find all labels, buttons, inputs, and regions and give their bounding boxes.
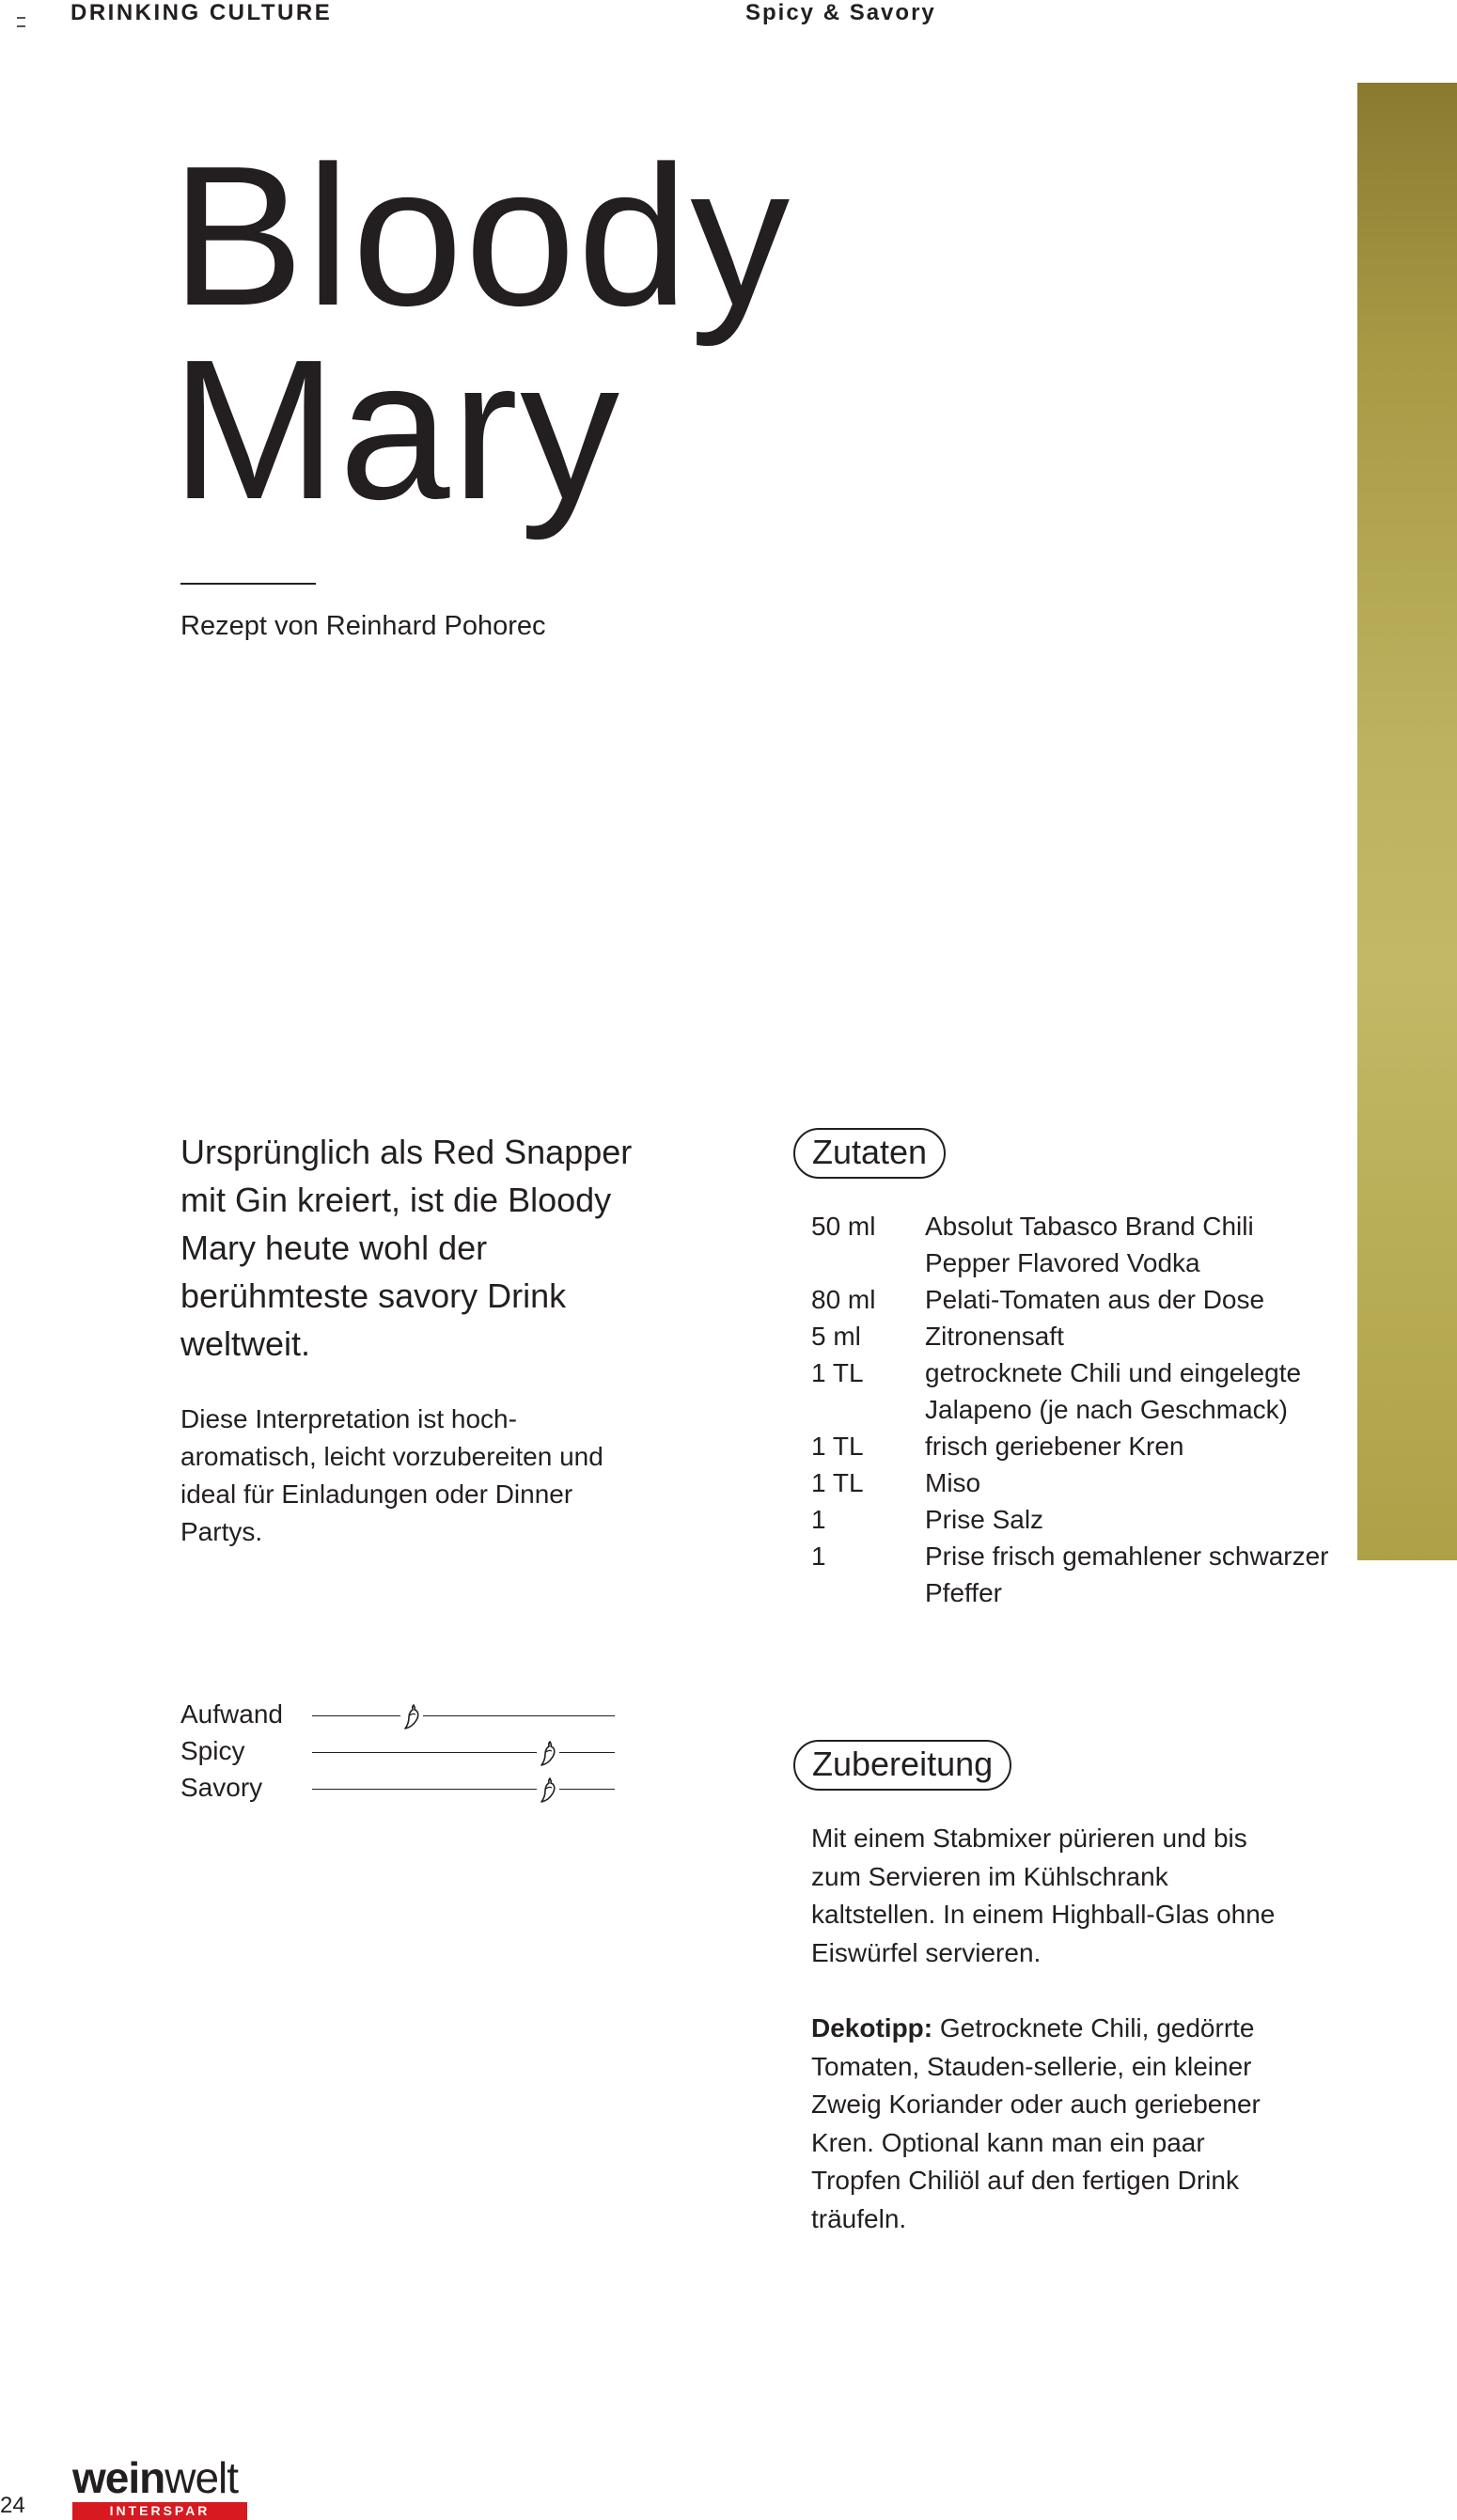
- ingredient-name: Absolut Tabasco Brand Chili Pepper Flavored Vodka: [925, 1212, 1254, 1277]
- ingredient-quantity: 1: [811, 1505, 826, 1534]
- page-number: 24: [0, 2493, 25, 2518]
- title-line-1: Bloody: [171, 124, 792, 347]
- rating-row: [180, 1769, 632, 1806]
- ingredient-row: [811, 1428, 1338, 1464]
- ingredient-name: Prise Salz: [925, 1505, 1044, 1534]
- rating-label: Spicy: [180, 1736, 245, 1765]
- ingredient-quantity: 1: [811, 1542, 826, 1571]
- chili-icon: [400, 1702, 423, 1732]
- ingredient-quantity: 1 TL: [811, 1468, 864, 1497]
- ingredient-name: Miso: [925, 1468, 981, 1497]
- ingredient-row: [811, 1208, 1338, 1281]
- title-line-2: Mary: [171, 318, 622, 540]
- chili-icon: [537, 1739, 559, 1769]
- rating-track: [312, 1715, 615, 1716]
- ingredient-row: [811, 1354, 1338, 1428]
- ingredients-list: [811, 1208, 1338, 1611]
- logo-part-2: welt: [164, 2453, 239, 2502]
- ingredient-name: Pelati-Tomaten aus der Dose: [925, 1285, 1265, 1314]
- ingredient-name: Zitronensaft: [925, 1322, 1064, 1351]
- page-title: [171, 124, 792, 540]
- rating-label: Aufwand: [180, 1699, 283, 1729]
- intro-lead: Ursprünglich als Red Snapper mit Gin kreiert, ist die Bloody Mary heute wohl der berühmteste savory Drink weltweit.: [180, 1133, 633, 1363]
- ratings-scale: [180, 1696, 632, 1806]
- ingredient-name: frisch geriebener Kren: [925, 1432, 1184, 1461]
- category-label: Spicy & Savory: [745, 0, 936, 25]
- preparation-text: [811, 1820, 1281, 2238]
- intro-body: Diese Interpretation ist hoch-aromatisch, leicht vorzubereiten und ideal für Einladungen oder Dinner Partys.: [180, 1404, 603, 1546]
- title-divider: [180, 583, 316, 585]
- ingredient-quantity: 50 ml: [811, 1212, 876, 1241]
- rating-label: Savory: [180, 1773, 263, 1802]
- logo-subbrand: INTERSPAR: [72, 2502, 247, 2520]
- ingredient-quantity: 1 TL: [811, 1358, 864, 1387]
- ingredient-row: [811, 1318, 1338, 1354]
- section-label: DRINKING CULTURE: [70, 0, 333, 25]
- ingredient-quantity: 1 TL: [811, 1432, 864, 1461]
- menu-mark-icon: [17, 17, 25, 27]
- weinwelt-logo: [72, 2455, 247, 2520]
- ingredient-row: [811, 1501, 1338, 1538]
- tip-label: Dekotipp:: [811, 2013, 933, 2043]
- tip-text: Getrocknete Chili, gedörrte Tomaten, Stauden-sellerie, ein kleiner Zweig Koriander oder auch geriebener Kren. Optional kann man ein paar Tropfen Chiliöl auf den fertigen Drink träufeln.: [811, 2013, 1261, 2233]
- rating-row: [180, 1732, 632, 1769]
- ingredient-row: [811, 1538, 1338, 1611]
- rating-track: [312, 1789, 615, 1790]
- ingredient-name: getrocknete Chili und eingelegte Jalapeno (je nach Geschmack): [925, 1358, 1302, 1424]
- rating-track: [312, 1752, 615, 1753]
- preparation-heading: Zubereitung: [793, 1740, 1011, 1791]
- preparation-steps: Mit einem Stabmixer pürieren und bis zum Servieren im Kühlschrank kaltstellen. In einem Highball-Glas ohne Eiswürfel servieren.: [811, 1823, 1276, 1967]
- chili-icon: [537, 1776, 559, 1806]
- decoration-tip: [811, 2010, 1281, 2238]
- ingredient-row: [811, 1464, 1338, 1501]
- decorative-gold-bar: [1357, 83, 1457, 1560]
- ingredients-heading: Zutaten: [793, 1128, 946, 1179]
- ingredient-row: [811, 1281, 1338, 1318]
- ingredient-quantity: 5 ml: [811, 1322, 861, 1351]
- recipe-byline: Rezept von Reinhard Pohorec: [180, 611, 546, 641]
- ingredient-name: Prise frisch gemahlener schwarzer Pfeffer: [925, 1542, 1329, 1607]
- ingredient-quantity: 80 ml: [811, 1285, 876, 1314]
- logo-part-1: wein: [72, 2453, 165, 2502]
- rating-row: [180, 1696, 632, 1732]
- logo-wordmark: [72, 2455, 247, 2500]
